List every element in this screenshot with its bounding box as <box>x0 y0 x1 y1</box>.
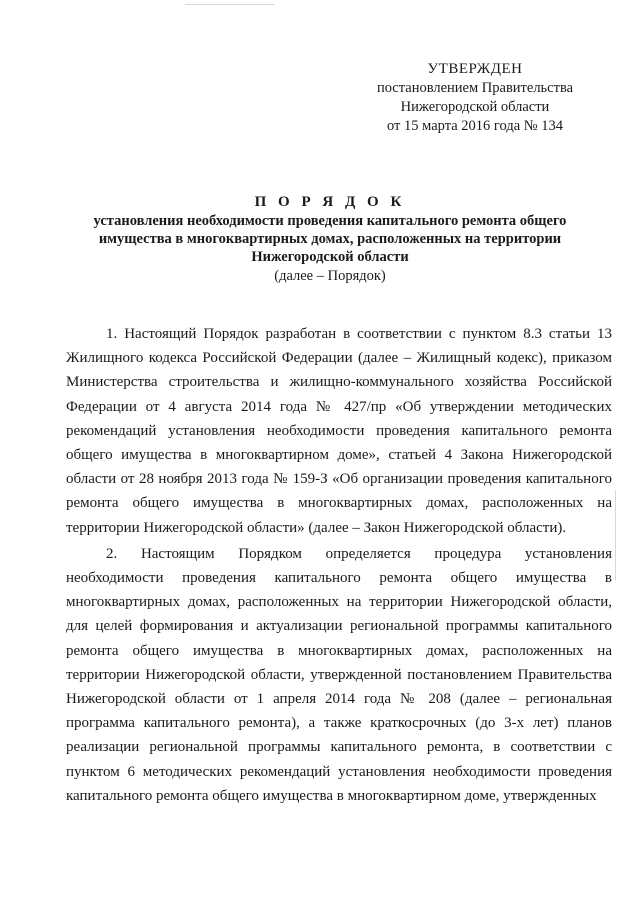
document-heading <box>70 192 590 286</box>
paragraph-1: 1. Настоящий Порядок разработан в соответствии с пунктом 8.3 статьи 13 Жилищного кодекса Российской Федерации (далее – Жилищный кодекс), приказом Министерства строительства и жилищно-коммунального хозяйства Российской Федерации от 4 августа 2014 года № 427/пр «Об утверждении методических рекомендаций установления необходимости проведения капитального ремонта общего имущества в многоквартирном доме», статьей 4 Закона Нижегородской области от 28 ноября 2013 года № 159-З «Об организации проведения капитального ремонта общего имущества в многоквартирных домах, расположенных на территории Нижегородской области» (далее – Закон Нижегородской области). <box>66 326 612 536</box>
scan-mark <box>615 490 616 580</box>
document-title: П О Р Я Д О К <box>254 194 406 210</box>
document-subtitle-line: имущества в многоквартирных домах, расположенных на территории <box>98 231 562 247</box>
document-body <box>66 322 612 810</box>
scan-mark <box>185 4 275 5</box>
approval-block <box>360 60 590 136</box>
approval-line: Нижегородской области <box>400 99 550 115</box>
document-note: (далее – Порядок) <box>274 268 386 284</box>
approval-line: постановлением Правительства <box>376 80 574 96</box>
document-subtitle-line: Нижегородской области <box>251 249 409 265</box>
approval-line: от 15 марта 2016 года № 134 <box>387 118 563 134</box>
paragraph-2: 2. Настоящим Порядком определяется процедура установления необходимости проведения капитального ремонта общего имущества в многоквартирных домах, расположенных на территории Нижегородской области, для целей формирования и актуализации региональной программы капитального ремонта общего имущества в многоквартирных домах, расположенных на территории Нижегородской области, утвержденной постановлением Правительства Нижегородской области от 1 апреля 2014 года № 208 (далее – региональная программа капитального ремонта), а также краткосрочных (до 3-х лет) планов реализации региональной программы капитального ремонта, в соответствии с пунктом 6 методических рекомендаций установления необходимости проведения капитального ремонта общего имущества в многоквартирном доме, утвержденных <box>66 545 612 804</box>
document-subtitle-line: установления необходимости проведения капитального ремонта общего <box>93 213 567 229</box>
approval-title: УТВЕРЖДЕН <box>427 61 523 77</box>
